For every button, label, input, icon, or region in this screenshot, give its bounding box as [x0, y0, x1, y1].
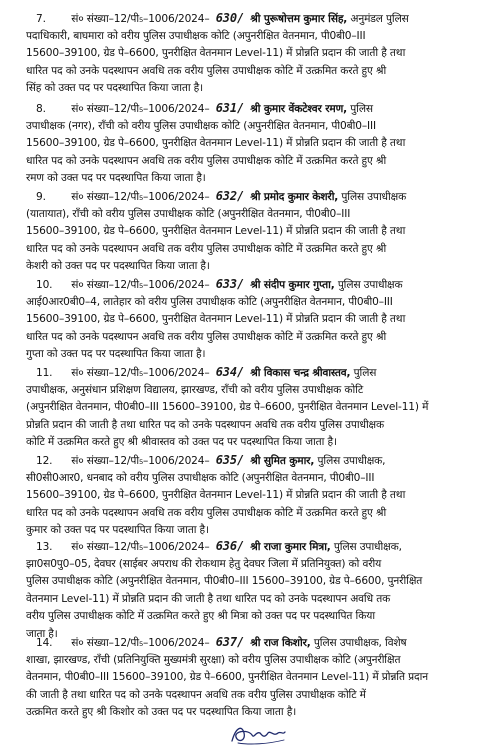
officer-name: श्री कुमार वेंकटेश्वर रमण,	[250, 103, 347, 115]
reference-number: सं० संख्या–12/पी₅–1006/2024–	[71, 191, 210, 203]
entry-line: शाखा, झारखण्ड, राँची (प्रतिनियुक्ति मुख्यमंत्री सुरक्षा) को वरीय पुलिस उपाधीक्षक कोटि (अपुनरीक्षित	[26, 653, 401, 666]
entry-line: धारित पद को उनके पदस्थापन अवधि तक वरीय पुलिस उपाधीक्षक कोटि में उत्क्रमित करते हुए श्री	[26, 330, 387, 343]
entry-line: वेतनमान Level-11) में प्रोन्नति प्रदान की जाती है तथा धारित पद को उनके पदस्थापन अवधि तक	[26, 592, 391, 605]
entry-13	[26, 538, 478, 644]
entry-10	[26, 276, 478, 364]
entry-number: 14.	[36, 637, 53, 649]
entry-header	[26, 364, 478, 382]
reference-number: सं० संख्या–12/पी₅–1006/2024–	[71, 455, 210, 467]
entry-line: सी0सी0आर0, धनबाद को वरीय पुलिस उपाधीक्षक कोटि (अपुनरीक्षित वेतनमान, पी0बी0–III	[26, 471, 375, 484]
handwritten-number: 634/	[215, 365, 245, 379]
entry-header	[26, 10, 478, 28]
reference-number: सं० संख्या–12/पी₅–1006/2024–	[71, 541, 210, 553]
entry-line: धारित पद को उनके पदस्थापन अवधि तक वरीय पुलिस उपाधीक्षक कोटि में उत्क्रमित करते हुए श्री	[26, 242, 387, 255]
header-rest: पुलिस	[350, 103, 373, 115]
entry-line: उत्क्रमित करते हुए श्री किशोर को उक्त पद पर पदस्थापित किया जाता है।	[26, 706, 297, 719]
entry-line: 15600–39100, ग्रेड पे–6600, पुनरीक्षित वेतनमान Level-11) में प्रोन्नति प्रदान की जाती है तथा	[26, 137, 406, 150]
entry-line: उपाधीक्षक, अनुसंधान प्रशिक्षण विद्यालय, झारखण्ड, राँची को वरीय पुलिस उपाधीक्षक कोटि	[26, 383, 364, 396]
header-rest: पुलिस उपाधीक्षक,	[333, 541, 402, 553]
entry-line: धारित पद को उनके पदस्थापन अवधि तक वरीय पुलिस उपाधीक्षक कोटि में उत्क्रमित करते हुए श्री	[26, 154, 387, 167]
entry-header	[26, 188, 478, 206]
officer-name: श्री पुरूषोत्तम कुमार सिंह,	[250, 13, 348, 25]
entry-12	[26, 452, 478, 540]
officer-name: श्री राज किशोर,	[250, 637, 311, 649]
entry-number: 9.	[36, 191, 46, 203]
entry-line: की जाती है तथा धारित पद को उनके पदस्थापन अवधि तक वरीय पुलिस उपाधीक्षक कोटि में	[26, 688, 366, 701]
entry-line: कुमार को उक्त पद पर पदस्थापित किया जाता है।	[26, 524, 209, 537]
entry-number: 7.	[36, 13, 46, 25]
entry-line: जाता है।	[26, 627, 58, 640]
entry-line: उपाधीक्षक (नगर), राँची को वरीय पुलिस उपाधीक्षक कोटि (अपुनरीक्षित वेतनमान, पी0बी0–III	[26, 119, 376, 132]
entry-line: धारित पद को उनके पदस्थापन अवधि तक वरीय पुलिस उपाधीक्षक कोटि में उत्क्रमित करते हुए श्री	[26, 64, 387, 77]
entry-line: पुलिस उपाधीक्षक कोटि (अपुनरीक्षित वेतनमान, पी0बी0–III 15600–39100, ग्रेड पे–6600, पुनरीक्षित	[26, 575, 423, 588]
entry-9	[26, 188, 478, 276]
entry-line: प्रोन्नति प्रदान की जाती है तथा धारित पद को उनके पदस्थापन अवधि तक वरीय पुलिस उपाधीक्षक	[26, 418, 384, 431]
handwritten-number: 632/	[215, 189, 245, 203]
entry-line: कोटि में उत्क्रमित करते हुए श्री श्रीवास्तव को उक्त पद पर पदस्थापित किया जाता है।	[26, 436, 337, 449]
reference-number: सं० संख्या–12/पी₅–1006/2024–	[71, 13, 210, 25]
officer-name: श्री विकास चन्द्र श्रीवास्तव,	[250, 367, 351, 379]
signature-icon	[228, 721, 288, 747]
header-rest: अनुमंडल पुलिस	[350, 13, 409, 25]
entry-header	[26, 452, 478, 470]
entry-line: केशरी को उक्त पद पर पदस्थापित किया जाता है।	[26, 260, 210, 273]
header-rest: पुलिस उपाधीक्षक	[341, 191, 407, 203]
reference-number: सं० संख्या–12/पी₅–1006/2024–	[71, 279, 210, 291]
entry-number: 8.	[36, 103, 46, 115]
entry-line: धारित पद को उनके पदस्थापन अवधि तक वरीय पुलिस उपाधीक्षक कोटि में उत्क्रमित करते हुए श्री	[26, 506, 387, 519]
entry-14	[26, 634, 478, 722]
officer-name: श्री संदीप कुमार गुप्ता,	[250, 279, 335, 291]
entry-line: वरीय पुलिस उपाधीक्षक कोटि में उत्क्रमित करते हुए श्री मित्रा को उक्त पद पर पदस्थापित किया	[26, 610, 375, 623]
reference-number: सं० संख्या–12/पी₅–1006/2024–	[71, 637, 210, 649]
entry-line: झा0स0पु0–05, देवघर (साईबर अपराध की रोकथाम हेतु देवघर जिला में प्रतिनियुक्त) को वरीय	[26, 557, 382, 570]
handwritten-number: 630/	[215, 11, 245, 25]
entry-number: 11.	[36, 367, 53, 379]
entry-line: 15600–39100, ग्रेड पे–6600, पुनरीक्षित वेतनमान Level-11) में प्रोन्नति प्रदान की जाती है तथा	[26, 313, 406, 326]
entry-header	[26, 634, 478, 652]
officer-name: श्री प्रमोद कुमार केशरी,	[250, 191, 339, 203]
handwritten-number: 636/	[215, 539, 245, 553]
officer-name: श्री राजा कुमार मित्रा,	[250, 541, 331, 553]
entry-line: सिंह को उक्त पद पर पदस्थापित किया जाता है।	[26, 82, 204, 95]
handwritten-number: 635/	[215, 453, 245, 467]
entry-line: गुप्ता को उक्त पद पर पदस्थापित किया जाता है।	[26, 348, 206, 361]
entry-header	[26, 276, 478, 294]
entry-line: पदाधिकारी, बाघमारा को वरीय पुलिस उपाधीक्षक कोटि (अपुनरीक्षित वेतनमान, पी0बी0–III	[26, 29, 366, 42]
header-rest: पुलिस उपाधीक्षक,	[317, 455, 386, 467]
entry-number: 12.	[36, 455, 53, 467]
entry-line: आई0आर0बी0–4, लातेहार को वरीय पुलिस उपाधीक्षक कोटि (अपुनरीक्षित वेतनमान, पी0बी0–III	[26, 295, 393, 308]
header-rest: पुलिस उपाधीक्षक, विशेष	[313, 637, 407, 649]
header-rest: पुलिस	[353, 367, 377, 379]
entry-8	[26, 100, 478, 188]
reference-number: सं० संख्या–12/पी₅–1006/2024–	[71, 103, 210, 115]
entry-number: 10.	[36, 279, 53, 291]
entry-line: 15600–39100, ग्रेड पे–6600, पुनरीक्षित वेतनमान Level-11) में प्रोन्नति प्रदान की जाती है तथा	[26, 47, 406, 60]
entry-7	[26, 10, 478, 98]
reference-number: सं० संख्या–12/पी₅–1006/2024–	[71, 367, 210, 379]
entry-line: रमण को उक्त पद पर पदस्थापित किया जाता है।	[26, 172, 206, 185]
handwritten-number: 637/	[215, 635, 245, 649]
entry-number: 13.	[36, 541, 53, 553]
entry-line: 15600–39100, ग्रेड पे–6600, पुनरीक्षित वेतनमान Level-11) में प्रोन्नति प्रदान की जाती है तथा	[26, 489, 406, 502]
header-rest: पुलिस उपाधीक्षक	[337, 279, 403, 291]
entry-11	[26, 364, 478, 452]
entry-header	[26, 538, 478, 556]
entry-line: वेतनमान, पी0बी0–III 15600–39100, ग्रेड पे–6600, पुनरीक्षित वेतनमान Level-11) में प्रोन्नति प्रदान	[26, 671, 428, 684]
entry-line: (अपुनरीक्षित वेतनमान, पी0बी0–III 15600–39100, ग्रेड पे–6600, पुनरीक्षित वेतनमान Level-11) में	[26, 401, 429, 414]
entry-line: 15600–39100, ग्रेड पे–6600, पुनरीक्षित वेतनमान Level-11) में प्रोन्नति प्रदान की जाती है तथा	[26, 225, 406, 238]
handwritten-number: 633/	[215, 277, 245, 291]
handwritten-number: 631/	[215, 101, 245, 115]
entry-header	[26, 100, 478, 118]
officer-name: श्री सुमित कुमार,	[250, 455, 315, 467]
entry-line: (यातायात), राँची को वरीय पुलिस उपाधीक्षक कोटि (अपुनरीक्षित वेतनमान, पी0बी0–III	[26, 207, 351, 220]
